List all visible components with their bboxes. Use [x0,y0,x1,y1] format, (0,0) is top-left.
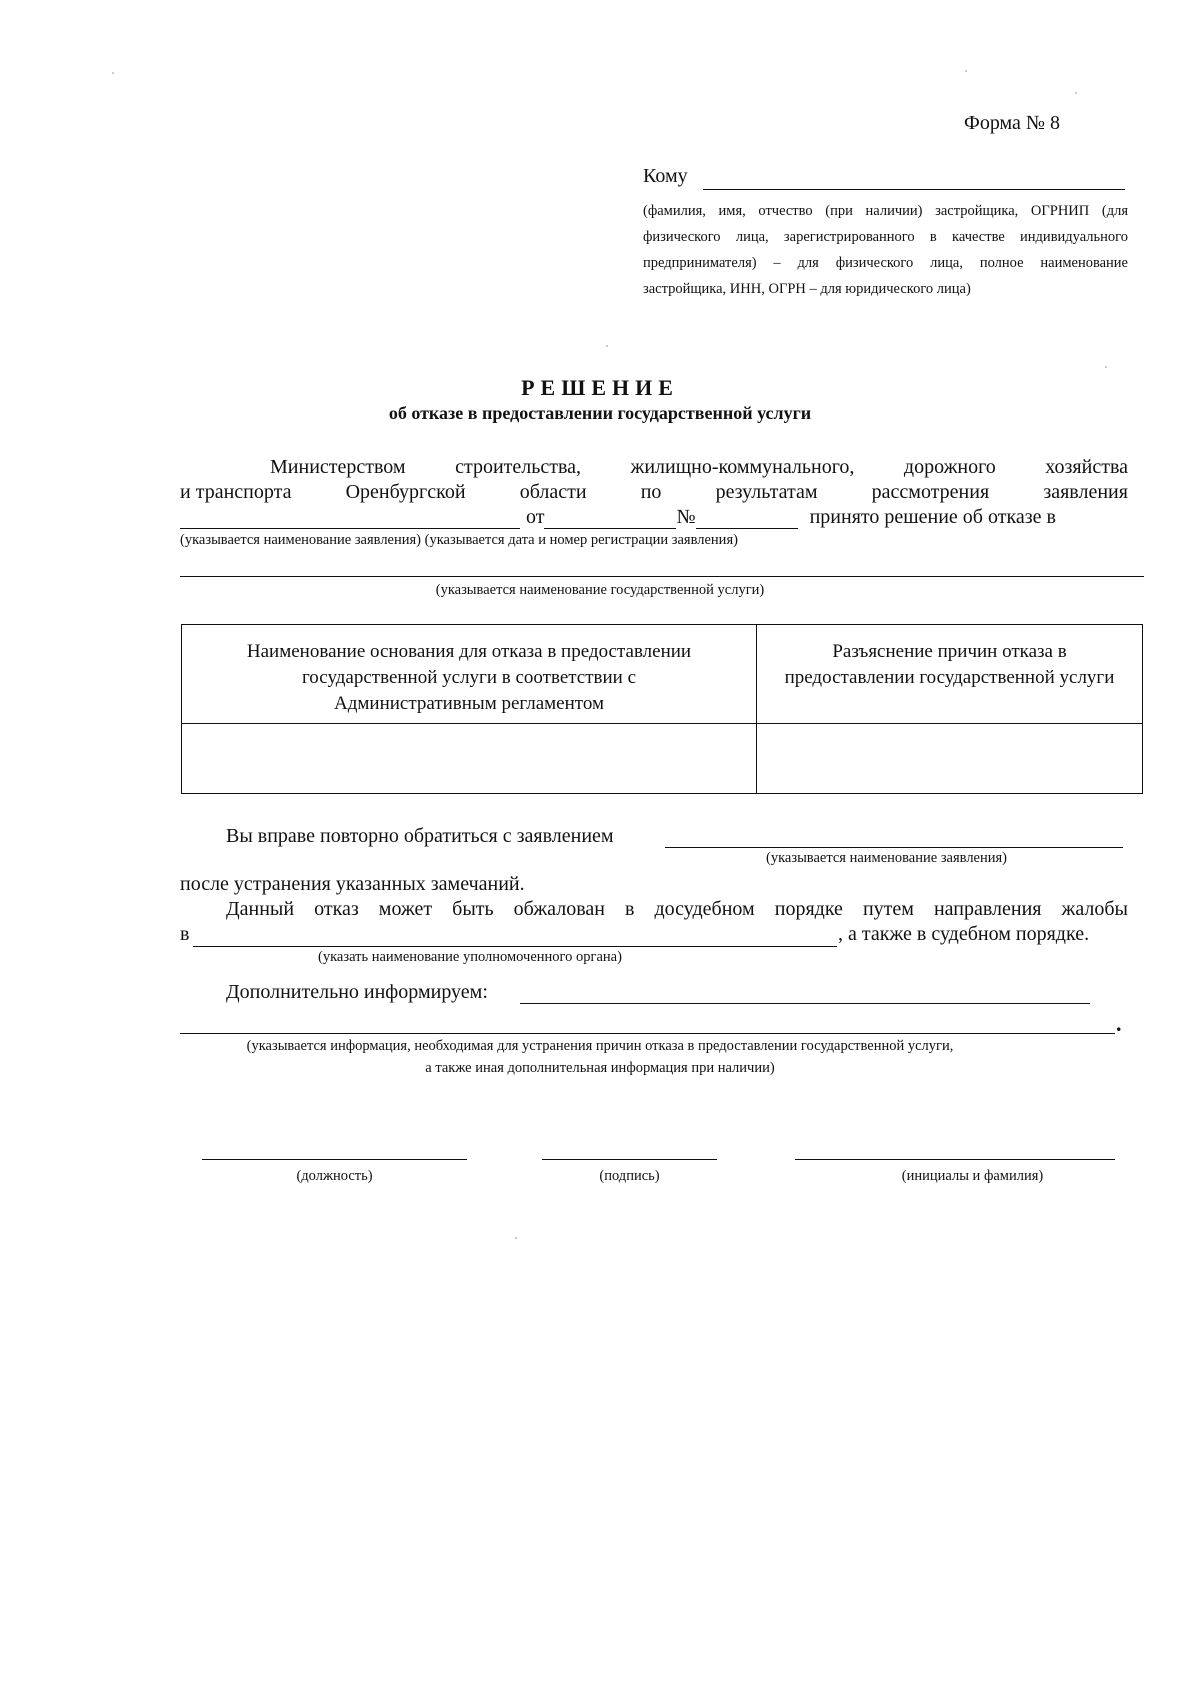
application-number-field[interactable] [696,508,798,529]
table-cell-explanation[interactable] [757,724,1142,793]
recipient-input-line[interactable] [703,189,1125,190]
intro-line-3 [180,506,1128,529]
table-header-explanation: Разъяснение причин отказа в предоставлении государственной услуги [757,625,1142,724]
application-hint: (указывается наименование заявления) (указывается дата и номер регистрации заявления) [180,532,738,548]
from-label: от [526,506,545,528]
table-cell-basis[interactable] [182,724,757,793]
scan-speck [515,1237,517,1239]
intro-line-2 [180,481,1128,504]
name-field[interactable] [795,1158,1115,1160]
form-number: Форма № 8 [964,112,1060,134]
reapply-text: Вы вправе повторно обратиться с заявлением [226,825,614,847]
appeal-hint: (указать наименование уполномоченного органа) [318,949,622,965]
service-name-field[interactable] [180,576,1144,577]
intro-word: строительства, [455,456,582,478]
appeal-prefix: в [180,923,190,945]
decision-text: принято решение об отказе в [809,506,1056,528]
intro-word: заявления [1043,481,1128,503]
intro-word: рассмотрения [871,481,990,503]
appeal-text: Данный отказ может быть обжалован в досудебном порядке путем направления жалобы [226,898,1128,920]
intro-word: результатам [715,481,818,503]
additional-info-field-2[interactable] [180,1032,1115,1034]
reapply-after-text: после устранения указанных замечаний. [180,873,525,895]
application-name-field[interactable] [180,508,520,529]
additional-info-field[interactable] [520,1002,1090,1004]
scan-speck [1105,366,1107,368]
position-field[interactable] [202,1158,467,1160]
name-caption: (инициалы и фамилия) [901,1168,1044,1184]
intro-word: Оренбургской [345,481,466,503]
recipient-hint: (фамилия, имя, отчество (при наличии) застройщика, ОГРНИП (для физического лица, зарегистрированного в качестве индивидуального предпринимателя) – для физического лица, полное наименование застройщика, ИНН, ОГРН – для юридического лица) [643,203,1128,297]
signature-caption: (подпись) [599,1168,660,1184]
additional-hint-1: (указывается информация, необходимая для устранения причин отказа в предоставлении государственной услуги, [246,1038,954,1054]
document-title: РЕШЕНИЕ [521,375,679,400]
scan-speck [606,345,608,347]
document-subtitle: об отказе в предоставлении государственной услуги [388,403,812,423]
scan-speck [965,70,967,72]
scan-speck [112,72,114,74]
position-caption: (должность) [296,1168,373,1184]
service-hint: (указывается наименование государственной услуги) [435,582,765,598]
appeal-authority-field[interactable] [193,945,837,947]
intro-word: хозяйства [1045,456,1128,478]
appeal-suffix: , а также в судебном порядке. [838,923,1090,945]
refusal-table [181,624,1143,794]
intro-word: по [640,481,662,503]
reapply-application-field[interactable] [665,846,1123,848]
signature-field[interactable] [542,1158,717,1160]
intro-word: Министерством [270,456,406,478]
intro-line-1 [270,456,1128,479]
intro-word: дорожного [903,456,996,478]
recipient-label: Кому [643,165,688,187]
additional-label: Дополнительно информируем: [226,981,488,1003]
intro-word: жилищно-коммунального, [630,456,855,478]
recipient-field [643,165,1133,191]
scan-speck [1075,92,1077,94]
table-header-basis: Наименование основания для отказа в предоставлении государственной услуги в соответствии с Административным регламентом [182,625,757,724]
number-label: № [676,506,696,528]
intro-word: и транспорта [180,481,292,503]
intro-word: области [519,481,587,503]
reapply-hint: (указывается наименование заявления) [766,850,1008,866]
application-date-field[interactable] [544,508,676,529]
additional-hint-2: а также иная дополнительная информация при наличии) [425,1060,775,1076]
additional-end-mark: . [1116,1011,1122,1036]
